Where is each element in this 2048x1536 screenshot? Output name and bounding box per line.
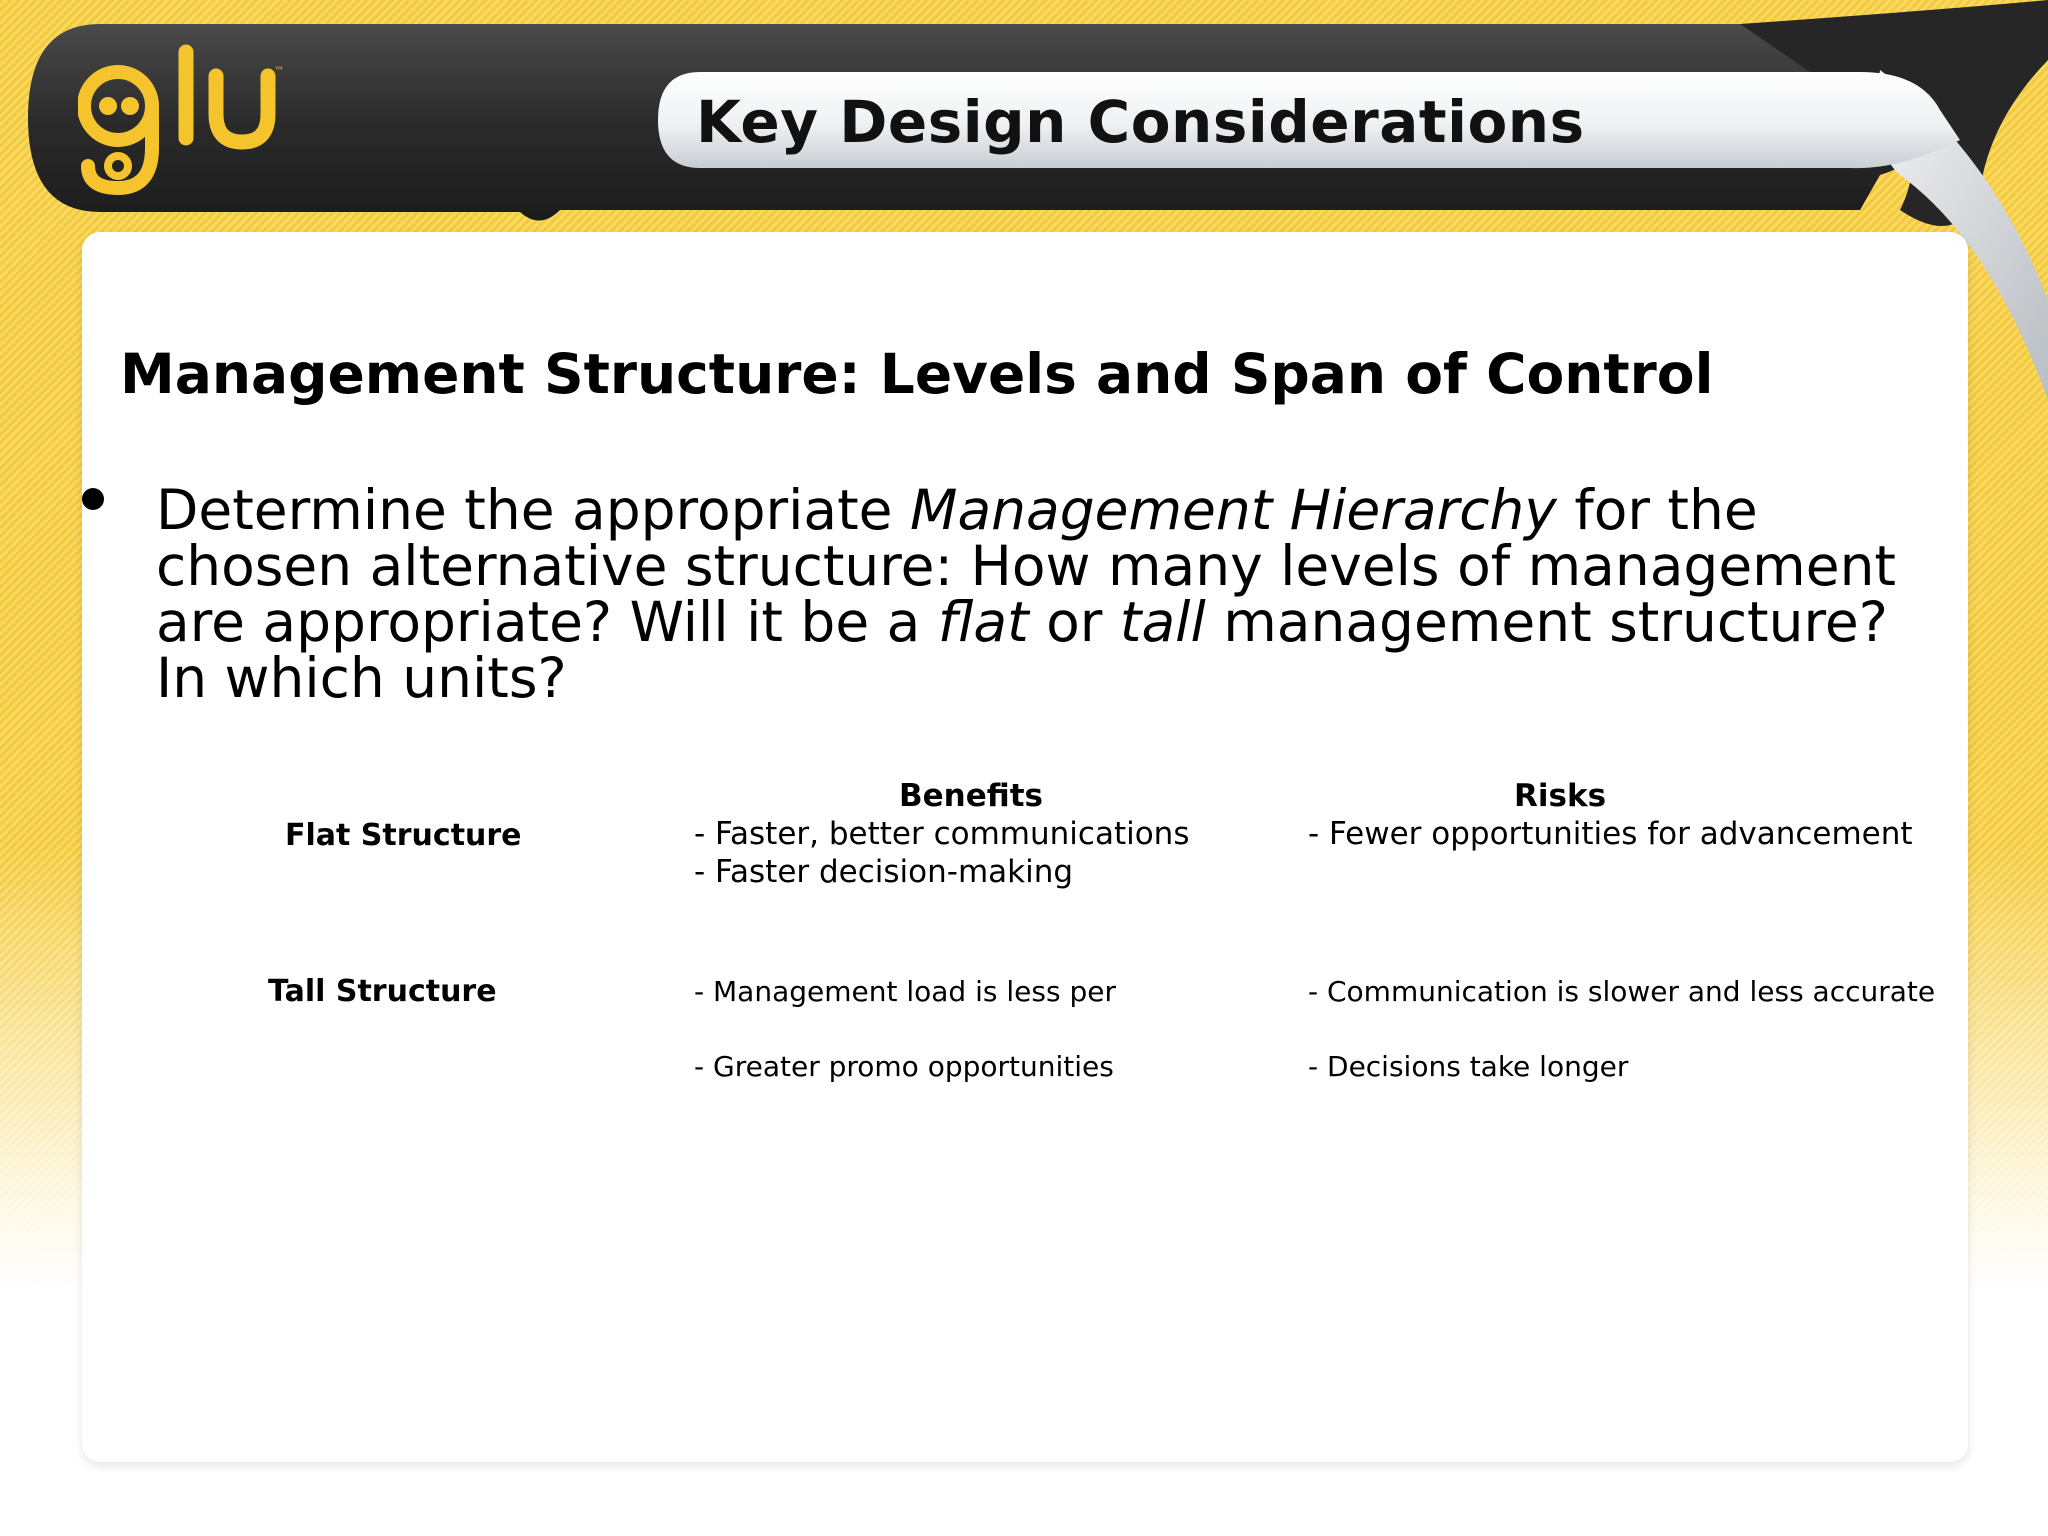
tall-risk-item: - Decisions take longer: [1308, 1050, 1629, 1083]
flat-structure-label: Flat Structure: [285, 818, 522, 853]
slide-title: Key Design Considerations: [696, 88, 1585, 156]
bullet-text-emphasis: tall: [1119, 590, 1206, 654]
tall-structure-label: Tall Structure: [268, 974, 497, 1009]
tall-benefit-item: - Greater promo opportunities: [694, 1050, 1114, 1083]
section-heading: Management Structure: Levels and Span of Control: [120, 342, 1714, 406]
svg-text:™: ™: [274, 66, 284, 77]
bullet-text-part: or: [1028, 590, 1120, 654]
bullet-text: [156, 478, 1916, 710]
bullet-text-emphasis: Management Hierarchy: [910, 478, 1557, 542]
risks-column-header: Risks: [1514, 778, 1607, 814]
flat-benefit-item: - Faster decision-making: [694, 854, 1074, 890]
bullet-text-part: for the chosen alternative structure: How many levels of management are appropriate? Will it be a: [156, 478, 1896, 654]
benefits-column-header: Benefits: [899, 778, 1043, 814]
flat-benefit-item: - Faster, better communications: [694, 816, 1190, 852]
bullet-text-part: management structure? In which units?: [156, 590, 1888, 710]
bullet-text-part: Determine the appropriate: [156, 478, 910, 542]
flat-risk-item: - Fewer opportunities for advancement: [1308, 816, 1913, 852]
tall-risk-item: - Communication is slower and less accurate: [1308, 975, 1936, 1008]
bullet-text-emphasis: flat: [937, 590, 1029, 654]
tall-benefit-item: - Management load is less per: [694, 975, 1116, 1008]
bullet-marker: [82, 488, 104, 510]
glu-logo: [78, 38, 298, 198]
